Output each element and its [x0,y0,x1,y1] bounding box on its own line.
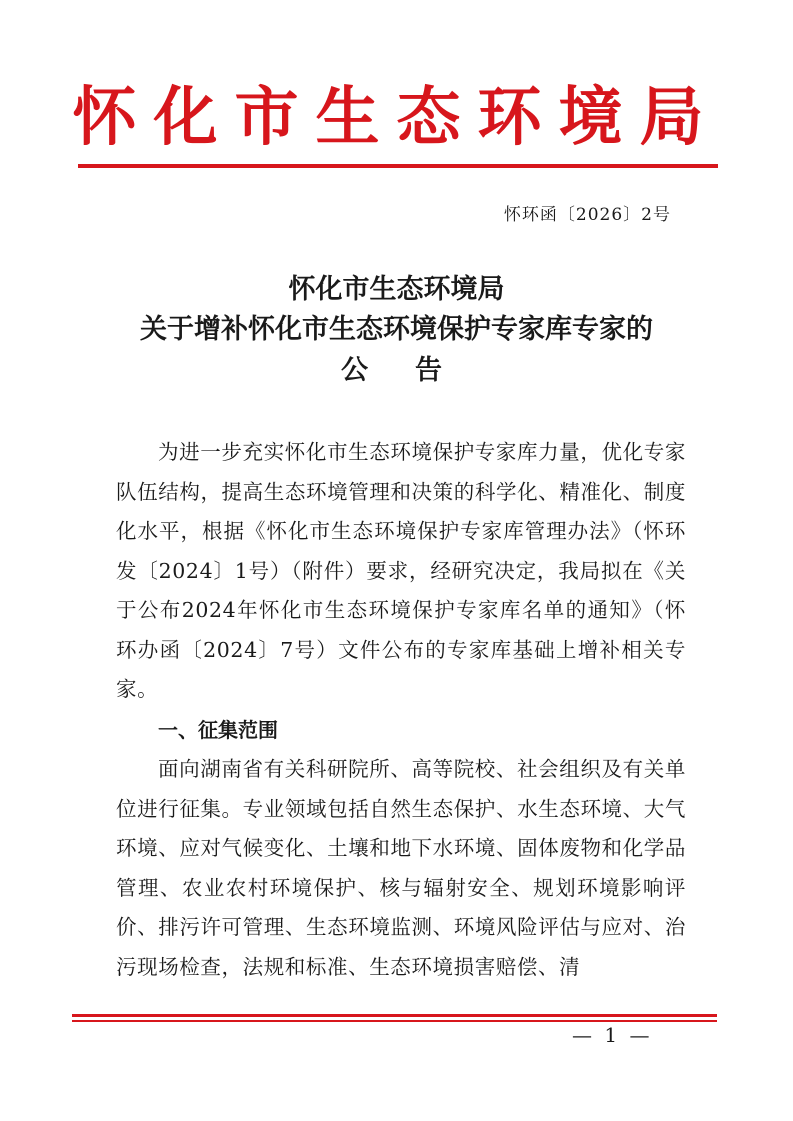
page-number: — 1 — [572,1023,653,1047]
document-number: 怀环函〔2026〕2号 [503,205,671,225]
body-paragraph-1: 为进一步充实怀化市生态环境保护专家库力量，优化专家队伍结构，提高生态环境管理和决策的科学化、精准化、制度化水平，根据《怀化市生态环境保护专家库管理办法》（怀环发〔2024〕1号）（附件）要求，经研究决定，我局拟在《关于公布2024年怀化市生态环境保护专家库名单的通知》（怀环办函〔2024〕7号）文件公布的专家库基础上增补相关专家。 [116,440,686,701]
section-heading-1: 一、征集范围 [158,718,278,742]
header-red-line [78,164,718,168]
body-paragraph-2: 面向湖南省有关科研院所、高等院校、社会组织及有关单位进行征集。专业领域包括自然生态保护、水生态环境、大气环境、应对气候变化、土壤和地下水环境、固体废物和化学品管理、农业农村环境保护、核与辐射安全、规划环境影响评价、排污许可管理、生态环境监测、环境风险评估与应对、治污现场检查，法规和标准、生态环境损害赔偿、清 [116,757,686,979]
footer-red-line-bottom [72,1020,717,1022]
notice-title-line3: 公 告 [341,355,452,386]
notice-title-line2: 关于增补怀化市生态环境保护专家库专家的 [140,314,653,345]
notice-title-line1: 怀化市生态环境局 [288,274,505,305]
footer-red-line-top [72,1014,717,1017]
agency-masthead: 怀化市生态环境局 [72,81,721,155]
